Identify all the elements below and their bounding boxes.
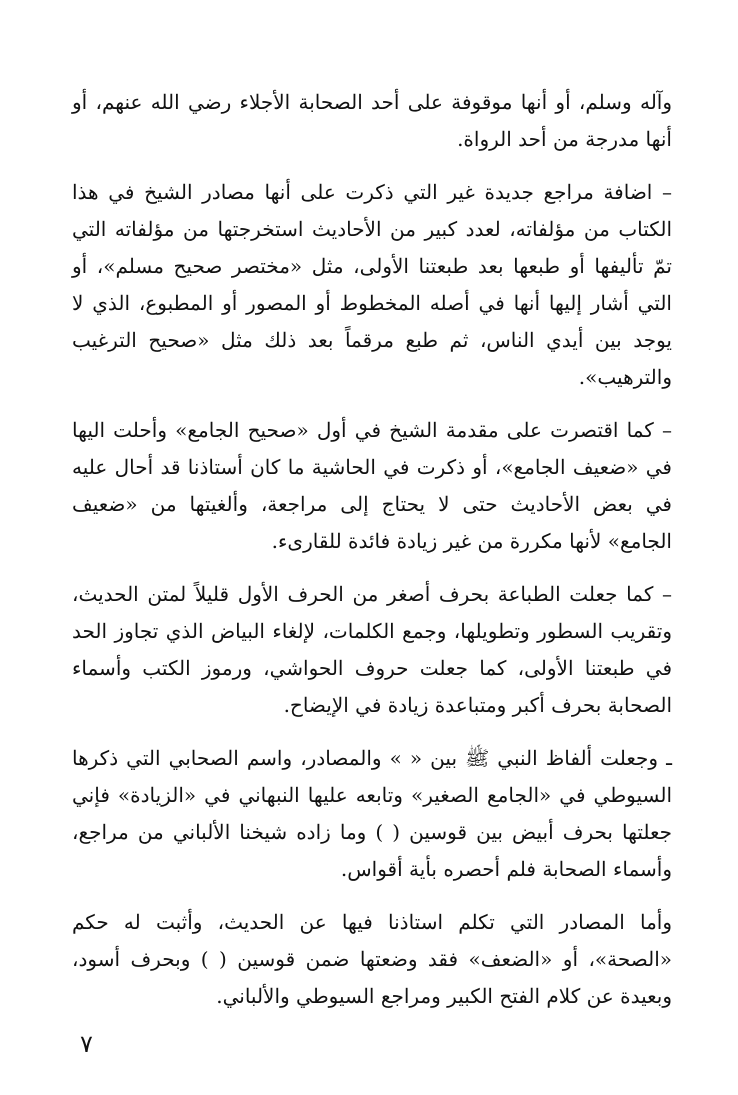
paragraph-new-references: – اضافة مراجع جديدة غير التي ذكرت على أنها مصادر الشيخ في هذا الكتاب من مؤلفاته، لعدد كبير من الأحاديث استخرجتها من مؤلفاته التي تمّ تأليفها أو طبعها بعد طبعتنا الأولى، مثل «مختصر صحيح مسلم»، أو التي أشار إليها أنها في أصله المخطوط أو المصور أو المطبوع، الذي لا يوجد بين أيدي الناس، ثم طبع مرقماً بعد ذلك مثل «صحيح الترغيب والترهيب».	[72, 180, 672, 389]
paragraph-quotation-marks: ـ وجعلت ألفاظ النبي ﷺ بين « » والمصادر، واسم الصحابي التي ذكرها السيوطي في «الجامع الصغير» وتابعه عليها النبهاني في «الزيادة» فإني جعلتها بحرف أبيض بين قوسين ( ) وما زاده شيخنا الألباني من مراجع، وأسماء الصحابة فلم أحصره بأية أقواس.	[72, 746, 672, 881]
page-number: ٧	[80, 1030, 93, 1058]
document-body	[72, 84, 672, 1015]
paragraph-intro-continuation: وآله وسلم، أو أنها موقوفة على أحد الصحابة الأجلاء رضي الله عنهم، أو أنها مدرجة من أحد الرواة.	[72, 90, 672, 151]
paragraph-introduction-note: – كما اقتصرت على مقدمة الشيخ في أول «صحيح الجامع» وأحلت اليها في «ضعيف الجامع»، أو ذكرت في الحاشية ما كان أستاذنا قد أحال عليه في بعض الأحاديث حتى لا يحتاج إلى مراجعة، وألغيتها من «ضعيف الجامع» لأنها مكررة من غير زيادة فائدة للقارىء.	[72, 418, 672, 553]
paragraph-typography: – كما جعلت الطباعة بحرف أصغر من الحرف الأول قليلاً لمتن الحديث، وتقريب السطور وتطويلها، وجمع الكلمات، لإلغاء البياض الذي تجاوز الحد في طبعتنا الأولى، كما جعلت حروف الحواشي، ورموز الكتب وأسماء الصحابة بحرف أكبر ومتباعدة زيادة في الإيضاح.	[72, 582, 672, 717]
paragraph-sources-brackets: وأما المصادر التي تكلم استاذنا فيها عن الحديث، وأثبت له حكم «الصحة»، أو «الضعف» فقد وضعتها ضمن قوسين ( ) وبحرف أسود، وبعيدة عن كلام الفتح الكبير ومراجع السيوطي والألباني.	[72, 910, 672, 1008]
